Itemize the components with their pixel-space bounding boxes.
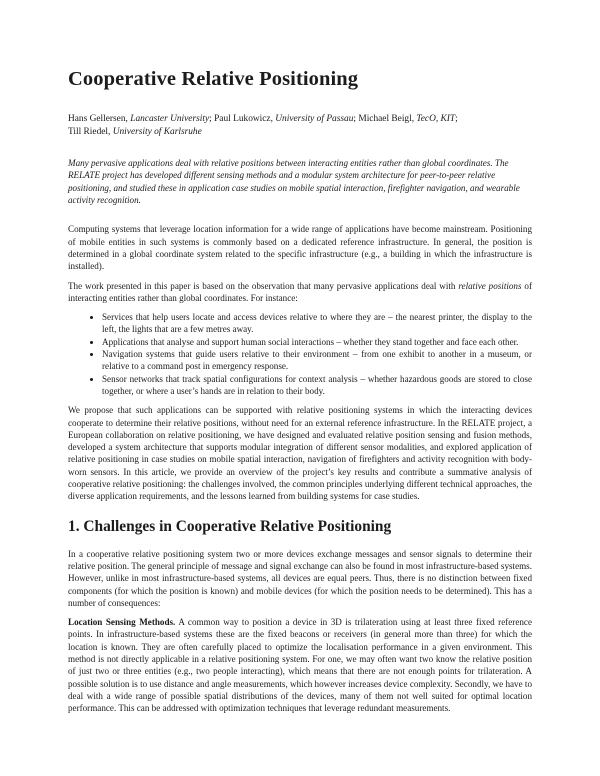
author-affiliation: TecO, KIT [416,114,456,124]
paper-title: Cooperative Relative Positioning [68,68,359,90]
author-name: Hans Gellersen, [68,114,131,124]
author-separator: ; [455,114,458,124]
section-paragraph-2 [68,616,532,714]
intro-paragraph-2 [68,280,532,305]
section-heading: 1. Challenges in Cooperative Relative Positioning [68,517,392,535]
list-item: • Applications that analyse and support human social interactions – whether they stand together and face each other. [102,336,532,348]
list-item: • Navigation systems that guide users relative to their environment – from one exhibit to another in a museum, or relative to a command post in emergency response. [102,348,532,373]
author-list [68,113,532,138]
author-affiliation: University of Passau [275,114,354,124]
author-affiliation: Lancaster University [130,114,210,124]
paragraph-heading: Location Sensing Methods. [68,617,176,628]
author-separator: ; Paul Lukowicz, [209,114,276,124]
intro-paragraph-3: We propose that such applications can be supported with relative positioning systems in which the interacting devices cooperate to determine their relative positions, without need for an external reference infrastructure. In the RELATE project, a European collaboration on relative positioning, we have designed and evaluated relative position sensing and fusion methods, developed a system architecture that supports modular integration of different sensor modalities, and explored application of relative positioning in case studies on mobile spatial interaction, navigation of firefighters and activity recognition with body-worn sensors. In this article, we provide an overview of the project’s key results and contribute a summative analysis of cooperative relative positioning: the challenges involved, the common principles underlying different technical approaches, the diverse application requirements, and the lessons learned from building systems for case studies. [68,405,532,502]
example-list [68,311,532,397]
abstract: Many pervasive applications deal with relative positions between interacting entities rather than global coordinates. The RELATE project has developed different sensing methods and a modular system architecture for peer-to-peer relative positioning, and studied these in application case studies on mobile spatial interaction, firefighter navigation, and wearable activity recognition. [68,158,520,206]
list-item: • Services that help users locate and access devices relative to where they are – the nearest printer, the display to the left, the lights that are a few metres away. [102,311,532,336]
intro-text: The work presented in this paper is based on the observation that many pervasive applications deal with [68,280,459,291]
author-separator: ; Michael Beigl, [353,114,417,124]
author-name: Till Riedel, [68,126,113,137]
emphasis-text: relative positions [458,280,522,291]
intro-text: of interacting entities rather than global coordinates. For instance: [68,280,532,303]
list-item: • Sensor networks that track spatial configurations for context analysis – whether hazardous goods are stored to close together, or where a user’s hands are in relation to their body. [102,373,532,398]
intro-paragraph-1: Computing systems that leverage location information for a wide range of applications have become mainstream. Positioning of mobile entities in such systems is commonly based on a dedicated reference infrastructure. In general, the position is determined in a global coordinate system related to the specific infrastructure (e.g., a building in which the infrastructure is installed). [68,224,532,272]
author-affiliation: University of Karlsruhe [112,126,202,137]
section-paragraph-1: In a cooperative relative positioning system two or more devices exchange messages and sensor signals to determine their relative position. The general principle of message and signal exchange can also be found in most infrastructure-based systems. However, unlike in most infrastructure-based systems, all devices are equal peers. Thus, there is no distinction between fixed components (for which the position is known) and mobile devices (for which the position needs to be determined). This has a number of consequences: [68,548,532,608]
paragraph-text: A common way to position a device in 3D is trilateration using at least three fixed reference points. In infrastructure-based systems these are the fixed beacons or receivers (in general more than three) for which the location is known. They are often carefully placed to optimize the localisation performance in a given environment. This method is not directly applicable in a relative positioning system. For one, we may often want two know the relative position of just two or three entities (e.g., two people interacting), which means that there are not enough points for trilateration. A possible solution is to use distance and angle measurements, which however increases device complexity. Secondly, we have to deal with a wide range of possible spatial distributions of the devices, many of them not well suited for optimal location performance. This can be addressed with optimization techniques that leverage redundant measurements. [68,617,532,714]
